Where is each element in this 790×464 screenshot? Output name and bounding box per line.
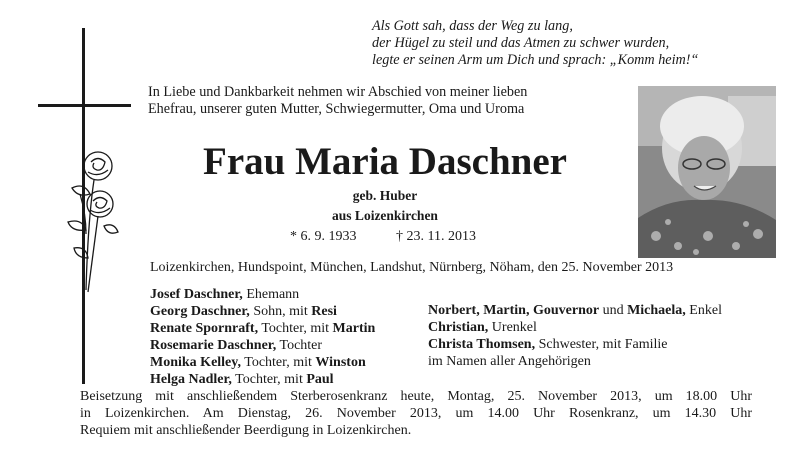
- mourner-row: Georg Daschner, Sohn, mit Resi: [150, 304, 337, 319]
- mourner-row: Norbert, Martin, Gouvernor und Michaela, Enkel: [428, 303, 722, 318]
- places-line: Loizenkirchen, Hundspoint, München, Landshut, Nürnberg, Nöham, den 25. November 2013: [150, 260, 674, 275]
- intro-line-2: Ehefrau, unserer guten Mutter, Schwiegermutter, Oma und Uroma: [148, 101, 525, 117]
- mourner-row: Renate Spornraft, Tochter, mit Martin: [150, 321, 376, 336]
- intro-text: [148, 84, 618, 118]
- birth-date: * 6. 9. 1933: [290, 229, 357, 244]
- mourner-row: im Namen aller Angehörigen: [428, 354, 591, 369]
- poem-line-3: legte er seinen Arm um Dich und sprach: „Komm heim!“: [372, 52, 699, 68]
- funeral-details: [80, 388, 752, 439]
- poem-line-1: Als Gott sah, dass der Weg zu lang,: [372, 18, 573, 34]
- life-dates: [290, 229, 476, 245]
- mourners-right: [428, 302, 722, 370]
- mourner-row: Christian, Urenkel: [428, 320, 537, 335]
- mourners-left: [150, 286, 375, 388]
- origin: aus Loizenkirchen: [332, 208, 438, 223]
- mourner-row: Christa Thomsen, Schwester, mit Familie: [428, 337, 668, 352]
- mourner-row: Monika Kelley, Tochter, mit Winston: [150, 355, 366, 370]
- poem: [372, 18, 772, 69]
- mourner-row: Rosemarie Daschner, Tochter: [150, 338, 323, 353]
- footer-line-2: in Loizenkirchen. Am Dienstag, 26. November 2013, um 14.00 Uhr Rosenkranz, um 14.30 Uhr: [80, 406, 752, 421]
- cross-icon-horizontal: [38, 104, 131, 107]
- mourner-row: Helga Nadler, Tochter, mit Paul: [150, 372, 334, 387]
- birth-name: geb. Huber: [352, 188, 418, 203]
- deceased-name: Frau Maria Daschner: [203, 140, 567, 183]
- footer-line-1: Beisetzung mit anschließendem Sterberosenkranz heute, Montag, 25. November 2013, um 18.00 Uhr: [80, 389, 752, 404]
- footer-line-3: Requiem mit anschließender Beerdigung in Loizenkirchen.: [80, 423, 412, 438]
- intro-line-1: In Liebe und Dankbarkeit nehmen wir Abschied von meiner lieben: [148, 84, 528, 100]
- mourner-row: Josef Daschner, Ehemann: [150, 287, 300, 302]
- poem-line-2: der Hügel zu steil und das Atmen zu schwer wurden,: [372, 35, 670, 51]
- death-date: † 23. 11. 2013: [396, 229, 476, 244]
